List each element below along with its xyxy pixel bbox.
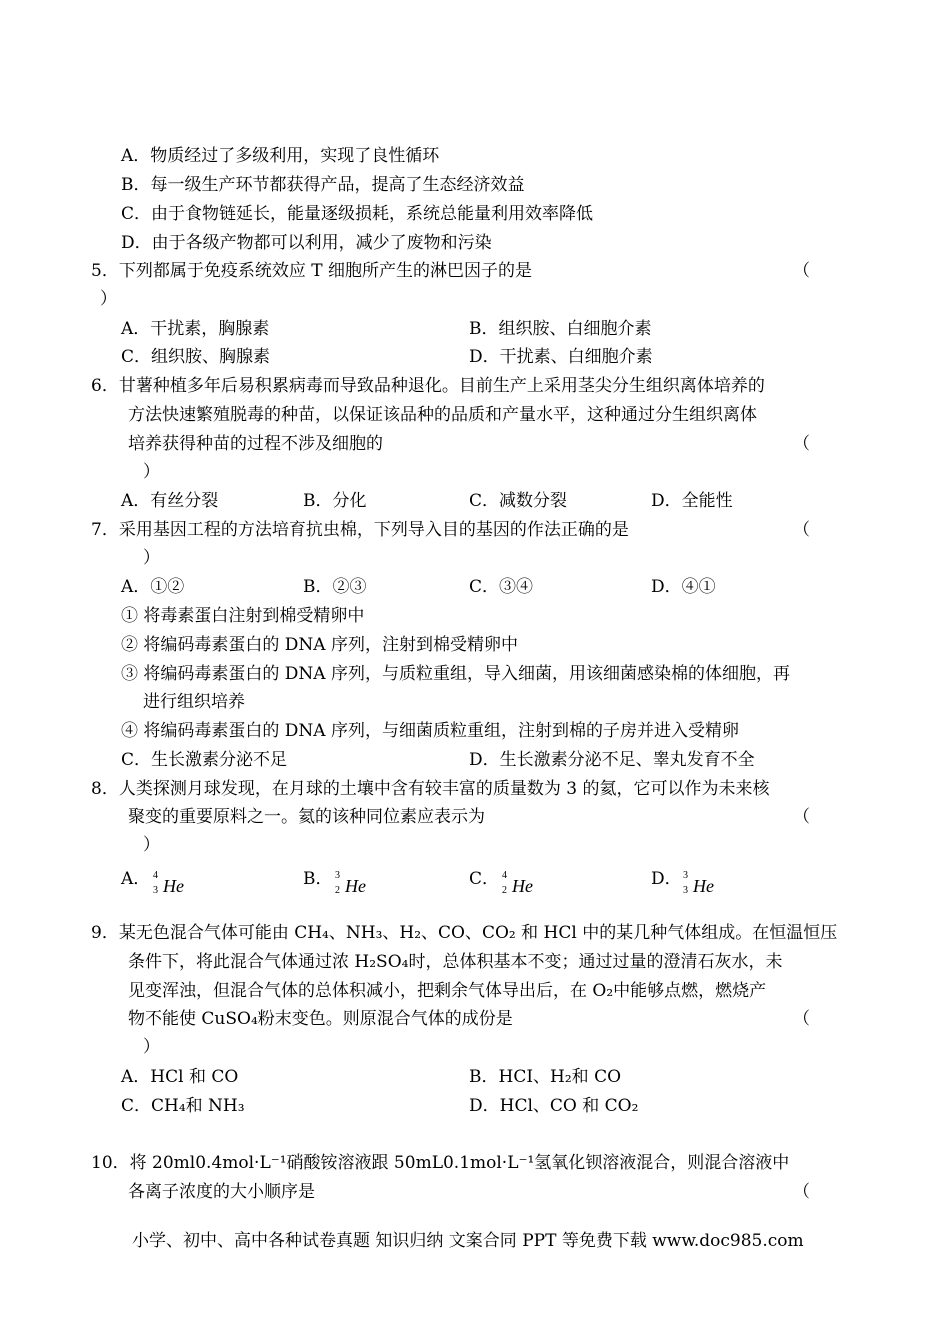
q8-answer-paren-close: ） bbox=[143, 835, 160, 855]
q7-extra-option-c: C．生长激素分泌不足 bbox=[121, 750, 288, 770]
q9-stem-line1: 9．某无色混合气体可能由 CH₄、NH₃、H₂、CO、CO₂ 和 HCl 中的某几种气体组成。在恒温恒压 bbox=[91, 923, 838, 943]
q7-option-b: B．②③ bbox=[303, 577, 367, 597]
q7-stem: 7．采用基因工程的方法培育抗虫棉，下列导入目的基因的作法正确的是 bbox=[91, 520, 629, 540]
q8-option-c-label: C． bbox=[469, 869, 500, 889]
q9-option-a: A．HCl 和 CO bbox=[121, 1067, 239, 1087]
q6-option-d: D．全能性 bbox=[651, 491, 733, 511]
footer-text: 小学、初中、高中各种试卷真题 知识归纳 文案合同 PPT 等免费下载 www.doc985.com bbox=[132, 1231, 804, 1251]
q8-option-d-label: D． bbox=[651, 869, 682, 889]
mass-number: 3 bbox=[683, 870, 688, 881]
q5-answer-paren-close: ） bbox=[100, 289, 117, 309]
element-symbol: He bbox=[693, 876, 714, 896]
q4-option-c: C．由于食物链延长，能量逐级损耗，系统总能量利用效率降低 bbox=[121, 204, 594, 224]
q6-answer-paren-open: （ bbox=[793, 434, 810, 454]
q7-option-d: D．④① bbox=[651, 577, 716, 597]
q9-answer-paren-open: （ bbox=[793, 1009, 810, 1029]
q10-answer-paren-open: （ bbox=[793, 1182, 810, 1202]
q8-option-a-symbol bbox=[153, 870, 184, 897]
q4-option-d: D．由于各级产物都可以利用，减少了废物和污染 bbox=[121, 233, 492, 253]
q7-option-a: A．①② bbox=[121, 577, 185, 597]
q9-option-b: B．HCI、H₂和 CO bbox=[469, 1067, 622, 1087]
q5-option-b: B．组织胺、白细胞介素 bbox=[469, 319, 652, 339]
q9-stem-line2: 条件下，将此混合气体通过浓 H₂SO₄时，总体积基本不变；通过过量的澄清石灰水，未 bbox=[128, 952, 783, 972]
q5-option-c: C．组织胺、胸腺素 bbox=[121, 347, 271, 367]
q7-item-3-line1: ③ 将编码毒素蛋白的 DNA 序列，与质粒重组，导入细菌，用该细菌感染棉的体细胞，再 bbox=[121, 664, 790, 684]
q6-option-b: B．分化 bbox=[303, 491, 367, 511]
q6-stem-line3: 培养获得种苗的过程不涉及细胞的 bbox=[128, 434, 383, 454]
mass-number: 3 bbox=[335, 870, 340, 881]
q8-option-b-label: B． bbox=[303, 869, 333, 889]
q4-option-b: B．每一级生产环节都获得产品，提高了生态经济效益 bbox=[121, 175, 525, 195]
q8-option-c-symbol bbox=[502, 870, 533, 897]
q7-answer-paren-close: ） bbox=[143, 548, 160, 568]
q8-option-a-label: A． bbox=[121, 869, 151, 889]
q8-stem-line2: 聚变的重要原料之一。氦的该种同位素应表示为 bbox=[128, 807, 485, 827]
q6-stem-line2: 方法快速繁殖脱毒的种苗，以保证该品种的品质和产量水平，这种通过分生组织离体 bbox=[128, 405, 757, 425]
q9-option-d: D．HCl、CO 和 CO₂ bbox=[469, 1096, 639, 1116]
atomic-number: 2 bbox=[502, 885, 507, 896]
q6-stem-line1: 6．甘薯种植多年后易积累病毒而导致品种退化。目前生产上采用茎尖分生组织离体培养的 bbox=[91, 376, 765, 396]
q5-option-a: A．干扰素，胸腺素 bbox=[121, 319, 270, 339]
atomic-number: 3 bbox=[153, 885, 158, 896]
q10-stem-line2: 各离子浓度的大小顺序是 bbox=[128, 1182, 315, 1202]
q6-answer-paren-close: ） bbox=[143, 462, 160, 482]
q7-answer-paren-open: （ bbox=[793, 520, 810, 540]
q7-item-3-line2: 进行组织培养 bbox=[143, 692, 245, 712]
q5-answer-paren-open: （ bbox=[793, 261, 810, 281]
atomic-number: 3 bbox=[683, 885, 688, 896]
q5-stem: 5．下列都属于免疫系统效应 T 细胞所产生的淋巴因子的是 bbox=[91, 261, 532, 281]
element-symbol: He bbox=[512, 876, 533, 896]
q7-extra-option-d: D．生长激素分泌不足、睾丸发育不全 bbox=[469, 750, 755, 770]
q6-option-a: A．有丝分裂 bbox=[121, 491, 219, 511]
mass-number: 4 bbox=[153, 870, 158, 881]
q4-option-a: A．物质经过了多级利用，实现了良性循环 bbox=[121, 146, 440, 166]
atomic-number: 2 bbox=[335, 885, 340, 896]
q8-option-d-symbol bbox=[683, 870, 714, 897]
q8-option-b-symbol bbox=[335, 870, 366, 897]
element-symbol: He bbox=[163, 876, 184, 896]
q5-option-d: D．干扰素、白细胞介素 bbox=[469, 347, 653, 367]
q7-item-1: ① 将毒素蛋白注射到棉受精卵中 bbox=[121, 606, 365, 626]
q8-answer-paren-open: （ bbox=[793, 807, 810, 827]
q9-option-c: C．CH₄和 NH₃ bbox=[121, 1096, 245, 1116]
q9-stem-line4: 物不能使 CuSO₄粉末变色。则原混合气体的成份是 bbox=[128, 1009, 513, 1029]
q7-option-c: C．③④ bbox=[469, 577, 534, 597]
q10-stem-line1: 10．将 20ml0.4mol·L⁻¹硝酸铵溶液跟 50mL0.1mol·L⁻¹氢氧化钡溶液混合，则混合溶液中 bbox=[91, 1153, 790, 1173]
q9-answer-paren-close: ） bbox=[143, 1037, 160, 1057]
q9-stem-line3: 见变浑浊，但混合气体的总体积减小，把剩余气体导出后，在 O₂中能够点燃，燃烧产 bbox=[128, 981, 767, 1001]
q7-item-2: ② 将编码毒素蛋白的 DNA 序列，注射到棉受精卵中 bbox=[121, 635, 518, 655]
q6-option-c: C．减数分裂 bbox=[469, 491, 568, 511]
q8-stem-line1: 8．人类探测月球发现，在月球的土壤中含有较丰富的质量数为 3 的氦，它可以作为未来核 bbox=[91, 779, 770, 799]
element-symbol: He bbox=[345, 876, 366, 896]
q7-item-4: ④ 将编码毒素蛋白的 DNA 序列，与细菌质粒重组，注射到棉的子房并进入受精卵 bbox=[121, 721, 739, 741]
mass-number: 4 bbox=[502, 870, 507, 881]
